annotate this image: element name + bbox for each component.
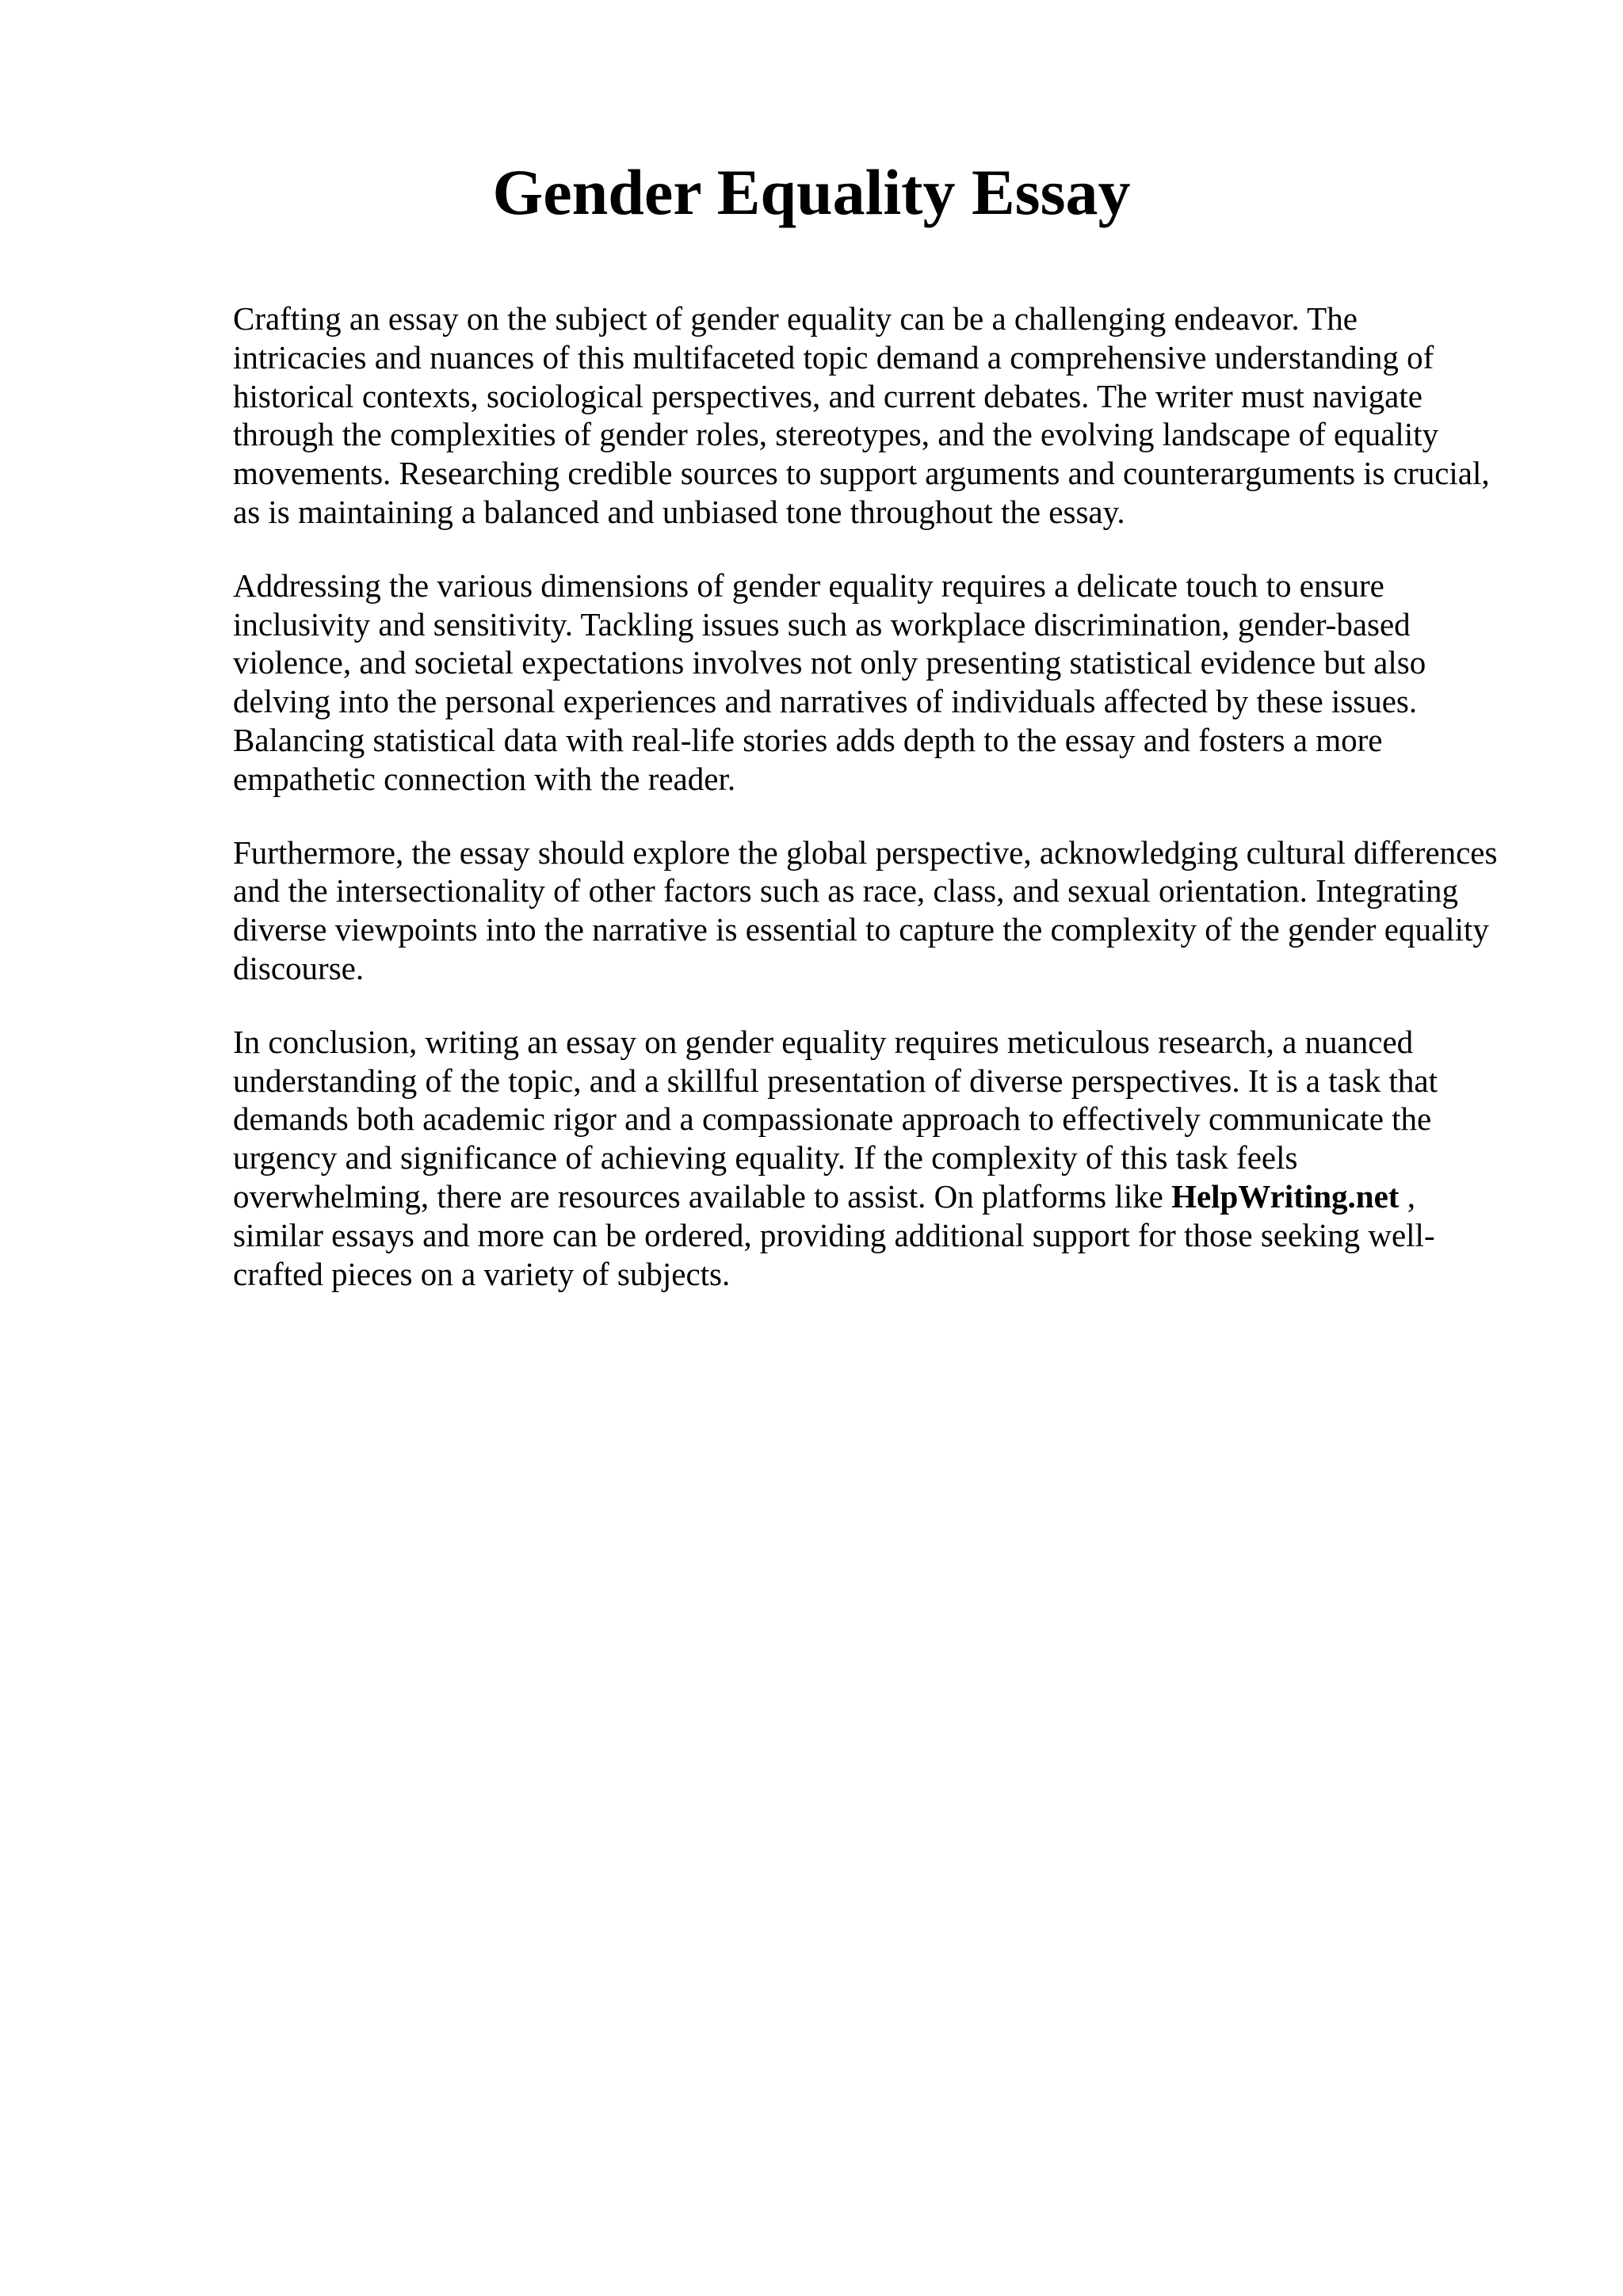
paragraph-line: as is maintaining a balanced and unbiased tone throughout the essay.: [233, 493, 1125, 530]
link-trail-text: ,: [1399, 1177, 1415, 1215]
essay-body: [233, 299, 1525, 1328]
paragraph-3: [233, 833, 1525, 988]
paragraph-line: through the complexities of gender roles, stereotypes, and the evolving landscape of equality: [233, 416, 1439, 453]
paragraph-line: historical contexts, sociological perspectives, and current debates. The writer must navigate: [233, 377, 1423, 414]
paragraph-line: similar essays and more can be ordered, providing additional support for those seeking well-: [233, 1216, 1435, 1253]
essay-title: Gender Equality Essay: [492, 156, 1131, 228]
paragraph-line-with-link: [233, 1177, 1525, 1216]
paragraph-line: empathetic connection with the reader.: [233, 760, 736, 797]
paragraph-line: Balancing statistical data with real-life stories adds depth to the essay and fosters a more: [233, 721, 1383, 758]
paragraph-line: crafted pieces on a variety of subjects.: [233, 1255, 731, 1292]
paragraph-line: In conclusion, writing an essay on gender equality requires meticulous research, a nuanced: [233, 1023, 1414, 1060]
link-lead-text: overwhelming, there are resources available to assist. On platforms like: [233, 1177, 1172, 1215]
paragraph-line: intricacies and nuances of this multifaceted topic demand a comprehensive understanding of: [233, 338, 1434, 376]
paragraph-line: diverse viewpoints into the narrative is essential to capture the complexity of the gender equality: [233, 911, 1489, 948]
paragraph-line: movements. Researching credible sources to support arguments and counterarguments is crucial,: [233, 455, 1490, 492]
paragraph-line: inclusivity and sensitivity. Tackling issues such as workplace discrimination, gender-based: [233, 605, 1411, 643]
paragraph-line: Crafting an essay on the subject of gender equality can be a challenging endeavor. The: [233, 300, 1358, 337]
paragraph-2: [233, 566, 1525, 799]
paragraph-4: [233, 1023, 1525, 1294]
paragraph-line: Addressing the various dimensions of gender equality requires a delicate touch to ensure: [233, 566, 1384, 604]
paragraph-line: discourse.: [233, 949, 365, 986]
paragraph-line: demands both academic rigor and a compassionate approach to effectively communicate the: [233, 1100, 1432, 1138]
paragraph-line: urgency and significance of achieving equality. If the complexity of this task feels: [233, 1139, 1298, 1177]
paragraph-line: and the intersectionality of other factors such as race, class, and sexual orientation. Integrating: [233, 872, 1459, 910]
paragraph-1: [233, 299, 1525, 532]
paragraph-line: understanding of the topic, and a skillful presentation of diverse perspectives. It is a task that: [233, 1062, 1438, 1099]
paragraph-line: Furthermore, the essay should explore the global perspective, acknowledging cultural differences: [233, 833, 1498, 871]
paragraph-line: delving into the personal experiences and narratives of individuals affected by these issues.: [233, 683, 1418, 720]
helpwriting-link[interactable]: HelpWriting.net: [1171, 1177, 1400, 1215]
paragraph-line: violence, and societal expectations involves not only presenting statistical evidence but also: [233, 644, 1426, 681]
